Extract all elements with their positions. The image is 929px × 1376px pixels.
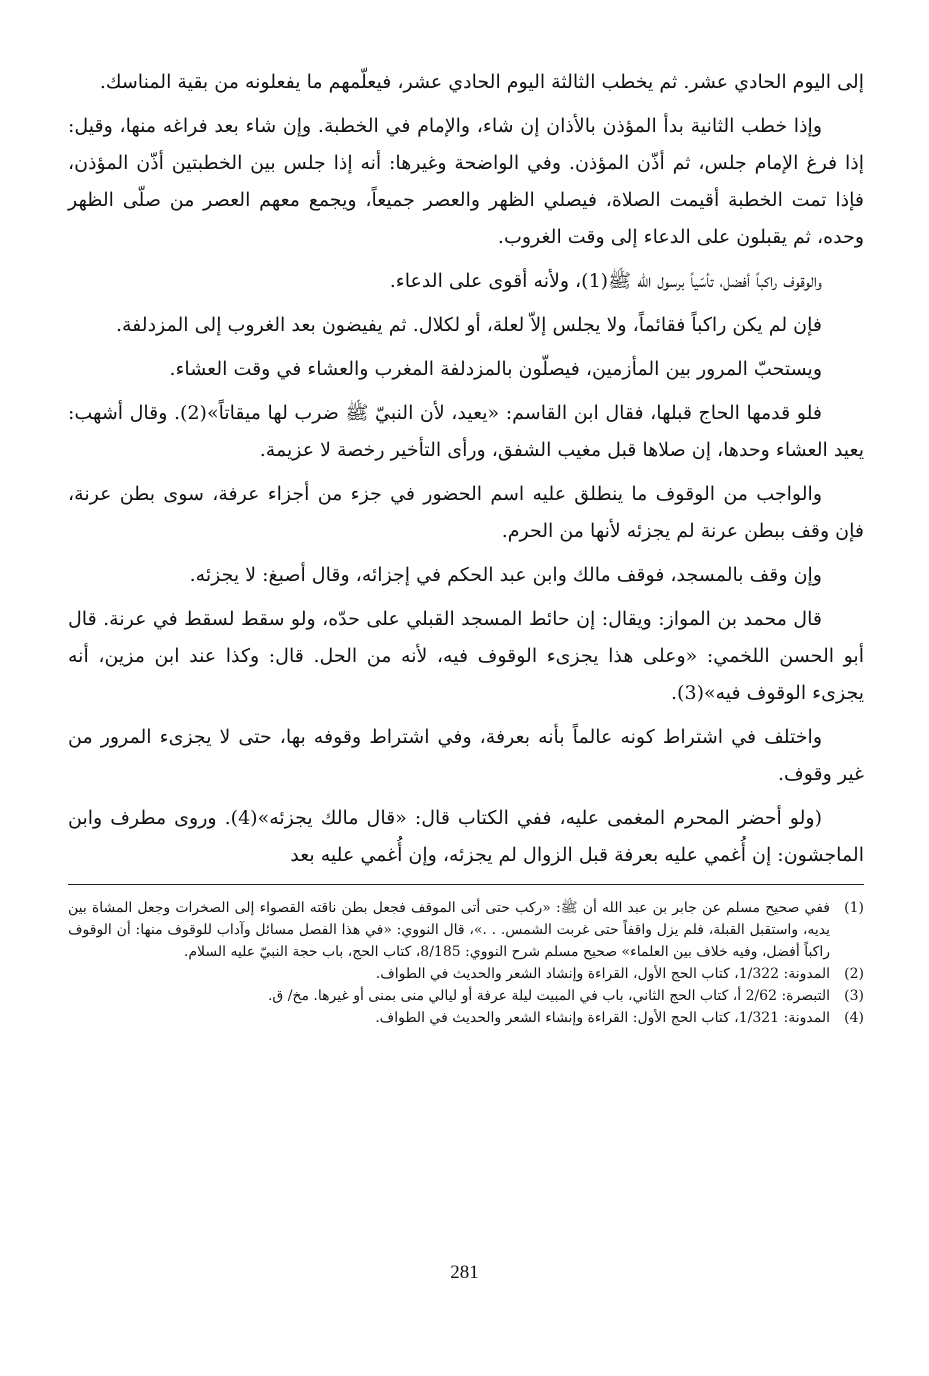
- paragraph: فلو قدمها الحاج قبلها، فقال ابن القاسم: «يعيد، لأن النبيّ ﷺ ضرب لها ميقاتاً»(2). وقال أشهب: يعيد العشاء وحدها، إن صلاها قبل مغيب الشفق، ورأى التأخير رخصة لا عزيمة.: [68, 402, 864, 461]
- page-body: [68, 64, 864, 1364]
- footnote-number: (3): [844, 988, 864, 1004]
- footnotes: [68, 897, 864, 1029]
- paragraph: (ولو أحضر المحرم المغمى عليه، ففي الكتاب قال: «قال مالك يجزئه»(4). وروى مطرف وابن الماجشون: إن أُغمي عليه بعرفة قبل الزوال لم يجزئه، وإن أُغمي عليه بعد: [68, 807, 864, 866]
- footnote-text: التبصرة: 2/62 أ، كتاب الحج الثاني، باب في المبيت ليلة عرفة أو ليالي منى بمنى أو غيرها. مخ/ ق.: [267, 988, 830, 1004]
- footnote: [68, 963, 864, 985]
- main-text: [68, 64, 864, 874]
- paragraph: والوقوف راكباً أفضل، تأسّياً برسول الله ﷺ(1)، ولأنه أقوى على الدعاء.: [389, 270, 822, 292]
- footnote-divider: [68, 884, 864, 885]
- footnote-text: ففي صحيح مسلم عن جابر بن عبد الله أن ﷺ: «ركب حتى أتى الموقف فجعل بطن ناقته القصواء إلى الصخرات وجعل المشاة بين يديه، واستقبل القبلة، فلم يزل واقفاً حتى غربت الشمس. . .»، قال النووي: «في هذا الفصل مسائل وآداب للوقوف منها: أن الوقوف راكباً أفضل، وفيه خلاف بين العلماء» صحيح مسلم شرح النووي: 8/185، كتاب الحج، باب حجة النبيّ عليه السلام.: [68, 900, 831, 960]
- paragraph: والواجب من الوقوف ما ينطلق عليه اسم الحضور في جزء من أجزاء عرفة، سوى بطن عرنة، فإن وقف ببطن عرنة لم يجزئه لأنها من الحرم.: [68, 483, 864, 542]
- footnote-number: (4): [844, 1010, 864, 1026]
- paragraph: وإن وقف بالمسجد، فوقف مالك وابن عبد الحكم في إجزائه، وقال أصبغ: لا يجزئه.: [189, 564, 822, 586]
- paragraph: إلى اليوم الحادي عشر. ثم يخطب الثالثة اليوم الحادي عشر، فيعلّمهم ما يفعلونه من بقية المناسك.: [99, 71, 864, 93]
- paragraph: وإذا خطب الثانية بدأ المؤذن بالأذان إن شاء، والإمام في الخطبة. وإن شاء بعد فراغه منها، وقيل: إذا فرغ الإمام جلس، ثم أذّن المؤذن. وفي الواضحة وغيرها: أنه إذا جلس بين الخطبتين أذّن المؤذن، فإذا تمت الخطبة أقيمت الصلاة، فيصلي الظهر والعصر جميعاً، ويجمع معهم العصر من صلّى الظهر وحده، ثم يقبلون على الدعاء إلى وقت الغروب.: [68, 115, 864, 248]
- paragraph: قال محمد بن المواز: ويقال: إن حائط المسجد القبلي على حدّه، ولو سقط لسقط في عرنة. قال أبو الحسن اللخمي: «وعلى هذا يجزىء الوقوف فيه، لأنه من الحل. قال: وكذا عند ابن مزين، أنه يجزىء الوقوف فيه»(3).: [68, 608, 864, 704]
- footnote: [68, 897, 864, 963]
- paragraph: ويستحبّ المرور بين المأزمين، فيصلّون بالمزدلفة المغرب والعشاء في وقت العشاء.: [169, 358, 822, 380]
- paragraph: واختلف في اشتراط كونه عالماً بأنه بعرفة، وفي اشتراط وقوفه بها، حتى لا يجزىء المرور من غير وقوف.: [68, 726, 864, 785]
- footnote: [68, 985, 864, 1007]
- footnote-text: المدونة: 1/321، كتاب الحج الأول: القراءة وإنشاء الشعر والحديث في الطواف.: [375, 1010, 830, 1026]
- footnote-number: (2): [844, 966, 864, 982]
- footnote-number: (1): [844, 900, 864, 916]
- footnote: [68, 1007, 864, 1029]
- paragraph: فإن لم يكن راكباً فقائماً، ولا يجلس إلاّ لعلة، أو لكلال. ثم يفيضون بعد الغروب إلى المزدلفة.: [115, 314, 822, 336]
- page-number: 281: [450, 1262, 479, 1283]
- footnote-text: المدونة: 1/322، كتاب الحج الأول، القراءة وإنشاد الشعر والحديث في الطواف.: [375, 966, 830, 982]
